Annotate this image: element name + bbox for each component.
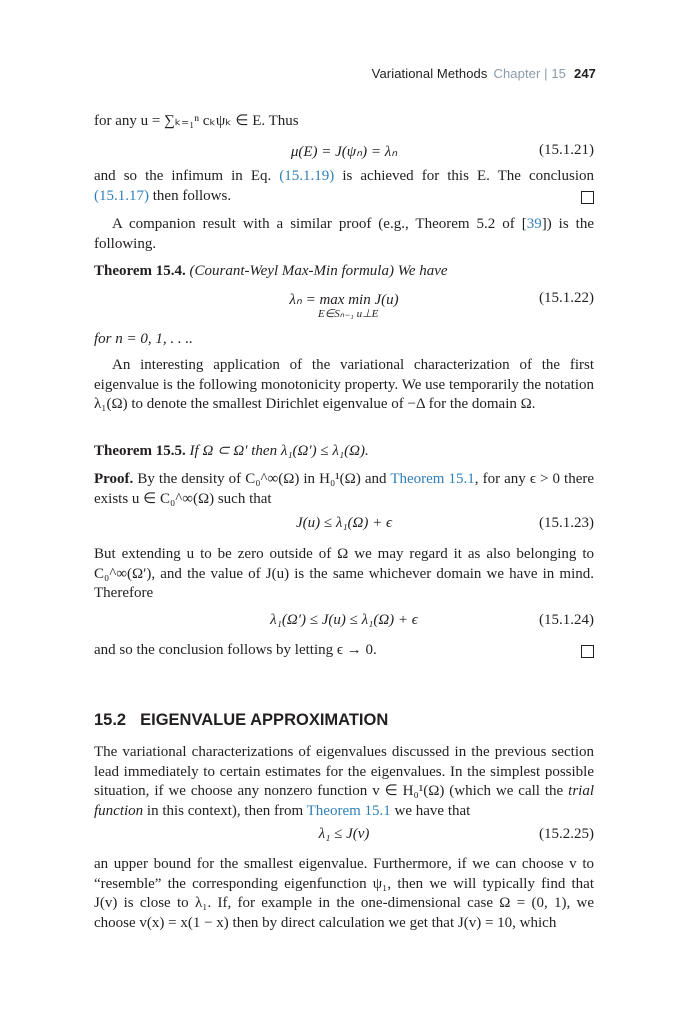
ref-theorem-15-1-link[interactable]: Theorem 15.1 [306,802,391,819]
trial-function-term: trial function [94,783,594,819]
qed-box [581,191,594,204]
proof [94,470,594,509]
para-infimum-a: and so the infimum in Eq. [94,168,280,184]
para-companion-a: A companion result with a similar proof (e.g., Theorem 5.2 of [ [112,216,527,232]
para-interesting: An interesting application of the variational characterization of the first eigenvalue is the following monotonicity property. We use temporarily the notation λ₁(Ω) to denote the smallest Dirichlet eigenvalue of −Δ for the domain Ω. [94,357,594,412]
section-para-a: The variational characterizations of eigenvalues discussed in the previous section lead immediately to certain estimates for the eigenvalues. In the simplest possible situation, if we choose any nonzero function v ∈ H₀¹(Ω) (which we call the [94,744,594,799]
equation-15-2-25 [94,826,594,846]
ref-39-link[interactable]: 39 [526,216,542,232]
equation-15-1-21 [94,142,594,162]
ref-15-1-17-link[interactable]: (15.1.17) [94,187,149,204]
equation-15-1-24 [94,612,594,632]
equation-math: λ₁ ≤ J(v) [318,826,370,842]
para-infimum-c: then follows. [149,187,232,204]
para-infimum [94,167,594,206]
equation-number: (15.1.23) [539,515,594,531]
section-para-b: in this context), then from [143,802,307,819]
para-companion [94,215,594,254]
equation-math: λ₁(Ω′) ≤ J(u) ≤ λ₁(Ω) + ϵ [270,612,418,628]
proof-label: Proof. [94,471,134,487]
theorem-15-5-label: Theorem 15.5. [94,443,186,459]
para-final: an upper bound for the smallest eigenvalue. Furthermore, if we can choose v to “resemble” the corresponding eigenfunction ψ₁, then we will typically find that J(v) is close to λ₁. If, for example in the one-dimensional case Ω = (0, 1), we choose v(x) = x(1 − x) then by direct calculation we get that J(v) = 10, which [94,856,594,931]
section-heading [94,711,388,730]
page-number: 247 [574,66,596,81]
running-header [372,66,596,81]
section-para-c: we have that [390,802,471,819]
section-number: 15.2 [94,711,127,729]
proof-a: By the density of C₀^∞(Ω) in H₀¹(Ω) and [137,471,391,487]
ref-15-1-19-link[interactable]: (15.1.19) [279,168,335,184]
para-extend: But extending u to be zero outside of Ω we may regard it as also belonging to C₀^∞(Ω′), and the value of J(u) is the same whichever domain we have in mind. Therefore [94,546,594,601]
line-thus: for any u = ∑ₖ₌₁ⁿ cₖψₖ ∈ E. Thus [94,113,299,129]
para-companion-b: ]) is the following. [94,216,594,252]
equation-number: (15.1.24) [539,612,594,628]
theorem-15-5 [94,442,594,462]
equation-math: μ(E) = J(ψₙ) = λₙ [290,144,398,160]
equation-math: J(u) ≤ λ₁(Ω) + ϵ [295,515,393,531]
section-title: EIGENVALUE APPROXIMATION [140,711,389,729]
theorem-15-4-text: (Courant-Weyl Max-Min formula) We have [189,263,448,279]
equation-number: (15.2.25) [539,826,594,842]
running-title: Variational Methods [371,66,488,81]
qed-box [581,645,594,658]
equation-math: λₙ = max min J(u) [289,292,399,308]
theorem-15-4-tail: for n = 0, 1, . . .. [94,331,193,347]
section-para [94,743,594,821]
equation-15-1-23 [94,515,594,535]
para-infimum-b: is achieved for this E. The conclusion [334,168,594,184]
ref-theorem-15-1-link[interactable]: Theorem 15.1 [390,471,475,487]
theorem-15-4 [94,262,594,282]
para-letting: and so the conclusion follows by letting ϵ → 0. [94,642,377,658]
chapter-label: Chapter | 15 [493,66,566,81]
proof-b: , for any ϵ > 0 there exists u ∈ C₀^∞(Ω) such that [94,471,595,507]
equation-15-1-22-subscript: E∈Sₙ₋₁ u⊥E [318,308,379,320]
theorem-15-5-text: If Ω ⊂ Ω′ then λ₁(Ω′) ≤ λ₁(Ω). [189,443,369,459]
equation-number: (15.1.22) [539,290,594,306]
theorem-15-4-label: Theorem 15.4. [94,263,186,279]
equation-number: (15.1.21) [539,142,594,158]
